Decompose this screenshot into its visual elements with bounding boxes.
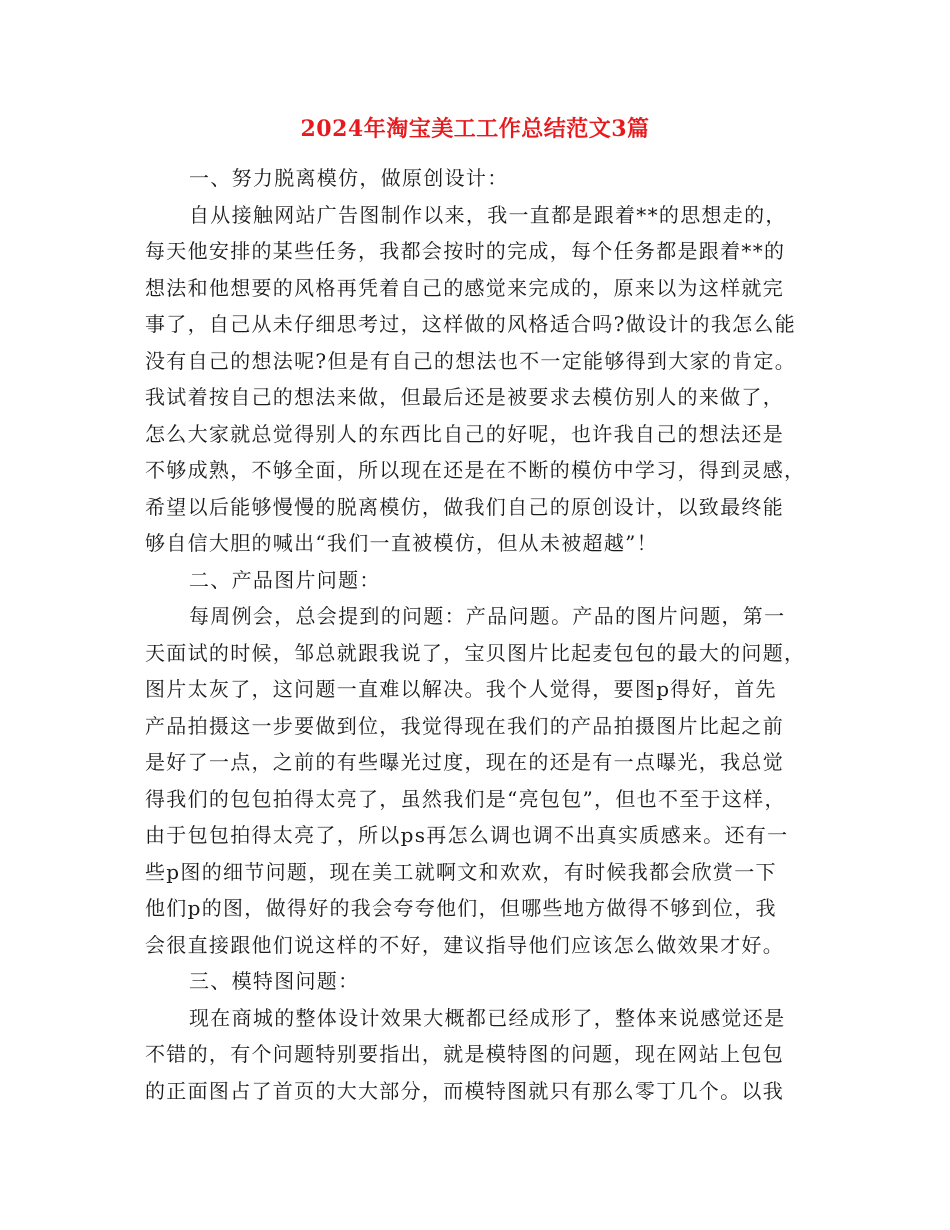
text-line: 三、模特图问题：	[189, 969, 360, 993]
text-line: 事了，自己从未仔细思考过，这样做的风格适合吗?做设计的我怎么能	[145, 312, 797, 336]
text-line: 二、产品图片问题：	[189, 567, 381, 592]
document-body	[145, 160, 805, 1109]
text-line: 得我们的包包拍得太亮了，虽然我们是“亮包包”，但也不至于这样，	[145, 786, 786, 811]
text-line: 现在商城的整体设计效果大概都已经成形了，整体来说感觉还是	[189, 1005, 786, 1030]
text-line: 一、努力脱离模仿，做原创设计：	[189, 166, 509, 190]
text-line: 不错的，有个问题特别要指出，就是模特图的问题，现在网站上包包	[145, 1042, 784, 1066]
text-line: 图片太灰了，这问题一直难以解决。我个人觉得，要图p得好，首先	[145, 677, 777, 701]
text-line: 天面试的时候，邹总就跟我说了，宝贝图片比起麦包包的最大的问题，	[145, 640, 805, 665]
text-line: 产品拍摄这一步要做到位，我觉得现在我们的产品拍摄图片比起之前	[145, 713, 784, 738]
text-line: 每周例会，总会提到的问题：产品问题。产品的图片问题，第一	[189, 604, 786, 628]
text-line: 想法和他想要的风格再凭着自己的感觉来完成的，原来以为这样就完	[145, 275, 784, 300]
text-line: 自从接触网站广告图制作以来，我一直都是跟着**的思想走的，	[189, 202, 787, 227]
text-line: 他们p的图，做得好的我会夸夸他们，但哪些地方做得不够到位，我	[145, 896, 777, 920]
text-line: 每天他安排的某些任务，我都会按时的完成，每个任务都是跟着**的	[145, 239, 786, 263]
text-line: 够自信大胆的喊出“我们一直被模仿，但从未被超越”！	[145, 531, 658, 555]
document-title: 2024年淘宝美工工作总结范文3篇	[300, 116, 650, 142]
text-line: 希望以后能够慢慢的脱离模仿，做我们自己的原创设计，以致最终能	[145, 494, 784, 519]
text-line: 怎么大家就总觉得别人的东西比自己的好呢，也许我自己的想法还是	[145, 421, 784, 446]
text-line: 会很直接跟他们说这样的不好，建议指导他们应该怎么做效果才好。	[145, 932, 784, 957]
text-line: 是好了一点，之前的有些曝光过度，现在的还是有一点曝光，我总觉	[145, 750, 784, 774]
text-line: 没有自己的想法呢?但是有自己的想法也不一定能够得到大家的肯定。	[145, 348, 797, 373]
text-line: 不够成熟，不够全面，所以现在还是在不断的模仿中学习，得到灵感，	[145, 458, 805, 482]
text-line: 由于包包拍得太亮了，所以ps再怎么调也调不出真实质感来。还有一	[145, 823, 789, 847]
text-line: 些p图的细节问题，现在美工就啊文和欢欢，有时候我都会欣赏一下	[145, 859, 777, 884]
text-line: 的正面图占了首页的大大部分，而模特图就只有那么零丁几个。以我	[145, 1078, 784, 1103]
text-line: 我试着按自己的想法来做，但最后还是被要求去模仿别人的来做了，	[145, 385, 784, 409]
